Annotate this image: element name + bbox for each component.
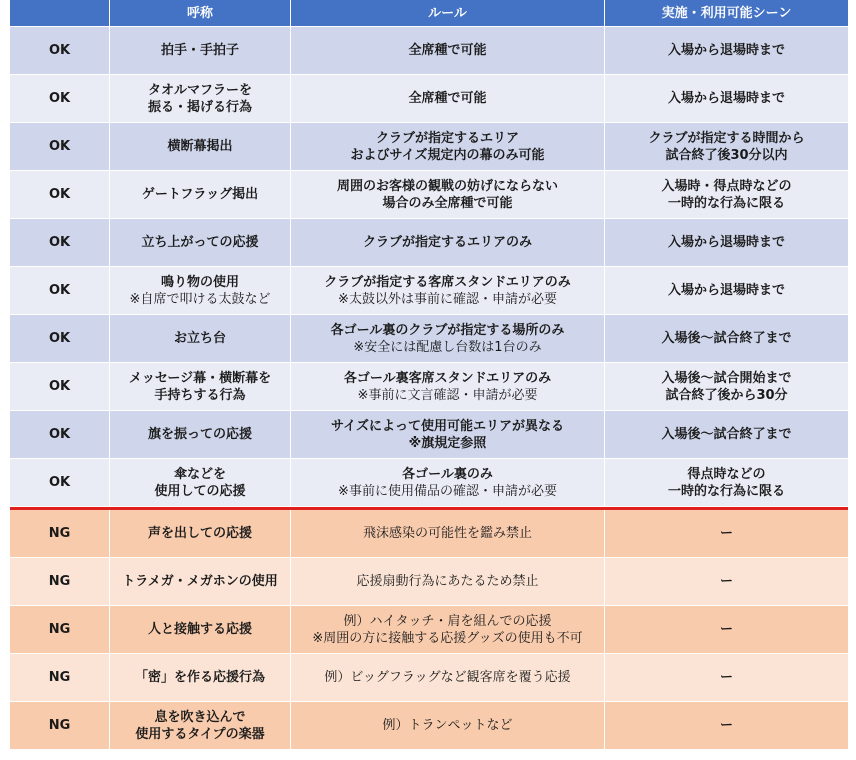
rule-text: 周囲のお客様の観戦の妨げにならない 場合のみ全席種で可能 bbox=[336, 178, 558, 211]
table-row bbox=[10, 606, 848, 654]
name-cell bbox=[110, 315, 291, 362]
status-cell: OK bbox=[10, 459, 110, 506]
rule-cell bbox=[291, 315, 605, 362]
status-cell: OK bbox=[10, 411, 110, 458]
ok-section bbox=[10, 27, 848, 507]
header-status bbox=[10, 0, 110, 26]
table-row bbox=[10, 123, 848, 171]
table-row bbox=[10, 558, 848, 606]
rule-text: 各ゴール裏客席スタンドエリアのみ bbox=[343, 370, 552, 386]
status-cell: OK bbox=[10, 363, 110, 410]
name-cell: トラメガ・メガホンの使用 bbox=[110, 558, 291, 605]
header-rule: ルール bbox=[291, 0, 605, 26]
rule-text: 全席種で可能 bbox=[408, 91, 487, 106]
status-cell: OK bbox=[10, 219, 110, 266]
header-name: 呼称 bbox=[110, 0, 291, 26]
rule-cell bbox=[291, 411, 605, 458]
rule-cell: 飛沫感染の可能性を鑑み禁止 bbox=[291, 510, 605, 557]
name-text: タオルマフラーを 振る・掲げる行為 bbox=[147, 82, 252, 115]
scene-cell: 入場から退場時まで bbox=[667, 235, 785, 250]
rule-cell: 例）ビッグフラッグなど観客席を覆う応援 bbox=[291, 654, 605, 701]
name-text: 立ち上がっての応援 bbox=[141, 235, 259, 250]
name-text: 旗を振っての応援 bbox=[147, 427, 252, 442]
rule-note: ※事前に使用備品の確認・申請が必要 bbox=[338, 483, 557, 499]
name-cell bbox=[110, 171, 291, 218]
status-cell: NG bbox=[10, 702, 110, 749]
scene-cell: 入場時・得点時などの 一時的な行為に限る bbox=[661, 178, 792, 211]
name-text: 横断幕掲出 bbox=[167, 139, 233, 154]
name-cell: 「密」を作る応援行為 bbox=[110, 654, 291, 701]
table-row bbox=[10, 27, 848, 75]
rules-table bbox=[10, 0, 848, 750]
rule-text: 各ゴール裏のみ bbox=[402, 466, 493, 482]
ng-section bbox=[10, 510, 848, 750]
name-text: お立ち台 bbox=[173, 331, 226, 346]
name-text: 鳴り物の使用 bbox=[160, 274, 239, 290]
header-scene: 実施・利用可能シーン bbox=[661, 5, 792, 21]
rule-cell bbox=[291, 363, 605, 410]
rule-cell bbox=[291, 123, 605, 170]
status-cell: OK bbox=[10, 27, 110, 74]
status-cell: NG bbox=[10, 558, 110, 605]
scene-cell: 入場後～試合終了まで bbox=[661, 427, 792, 442]
scene-cell: 得点時などの 一時的な行為に限る bbox=[667, 466, 785, 499]
table-row bbox=[10, 75, 848, 123]
table-row bbox=[10, 267, 848, 315]
name-cell: 人と接触する応援 bbox=[110, 606, 291, 653]
name-cell bbox=[110, 27, 291, 74]
rule-text: クラブが指定する客席スタンドエリアのみ bbox=[324, 274, 571, 290]
name-cell bbox=[110, 219, 291, 266]
status-cell: NG bbox=[10, 510, 110, 557]
scene-cell: ー bbox=[719, 526, 733, 541]
status-cell: NG bbox=[10, 654, 110, 701]
rule-cell: 例）トランペットなど bbox=[291, 702, 605, 749]
scene-cell: ー bbox=[719, 574, 733, 589]
table-row bbox=[10, 510, 848, 558]
status-cell: NG bbox=[10, 606, 110, 653]
scene-cell: 入場から退場時まで bbox=[667, 43, 785, 58]
name-text: ゲートフラッグ掲出 bbox=[141, 187, 259, 202]
name-text: メッセージ幕・横断幕を 手持ちする行為 bbox=[128, 370, 272, 403]
rule-cell bbox=[291, 219, 605, 266]
name-cell bbox=[110, 123, 291, 170]
rule-cell bbox=[291, 267, 605, 314]
table-row bbox=[10, 654, 848, 702]
scene-cell: 入場から退場時まで bbox=[667, 283, 785, 298]
status-cell: OK bbox=[10, 315, 110, 362]
scene-cell: ー bbox=[719, 718, 733, 733]
name-cell bbox=[110, 411, 291, 458]
rule-note: ※事前に文言確認・申請が必要 bbox=[357, 387, 538, 403]
name-cell bbox=[110, 459, 291, 506]
table-row bbox=[10, 171, 848, 219]
rule-cell: 応援扇動行為にあたるため禁止 bbox=[291, 558, 605, 605]
rule-text: クラブが指定するエリア およびサイズ規定内の幕のみ可能 bbox=[350, 130, 545, 163]
scene-cell: クラブが指定する時間から 試合終了後30分以内 bbox=[648, 130, 805, 163]
rule-text: クラブが指定するエリアのみ bbox=[362, 235, 532, 250]
name-text: 拍手・手拍子 bbox=[160, 43, 239, 58]
rule-cell bbox=[291, 171, 605, 218]
rule-cell bbox=[291, 27, 605, 74]
scene-cell: 入場後～試合開始まで 試合終了後から30分 bbox=[661, 370, 792, 403]
scene-cell: 入場後～試合終了まで bbox=[661, 331, 792, 346]
table-row bbox=[10, 315, 848, 363]
status-cell: OK bbox=[10, 75, 110, 122]
name-note: ※自席で叩ける太鼓など bbox=[129, 291, 271, 307]
rule-text: 全席種で可能 bbox=[408, 43, 487, 58]
table-row bbox=[10, 459, 848, 507]
name-cell bbox=[110, 75, 291, 122]
name-text: 傘などを 使用しての応援 bbox=[154, 466, 246, 499]
status-cell: OK bbox=[10, 267, 110, 314]
name-cell: 声を出しての応援 bbox=[110, 510, 291, 557]
rule-text: 各ゴール裏のクラブが指定する場所のみ bbox=[330, 322, 565, 338]
table-row bbox=[10, 411, 848, 459]
status-cell: OK bbox=[10, 123, 110, 170]
status-cell: OK bbox=[10, 171, 110, 218]
rule-cell bbox=[291, 459, 605, 506]
scene-cell: ー bbox=[719, 622, 733, 637]
rule-cell: 例）ハイタッチ・肩を組んでの応援 ※周囲の方に接触する応援グッズの使用も不可 bbox=[291, 606, 605, 653]
rule-note: ※安全には配慮し台数は1台のみ bbox=[353, 339, 542, 355]
rule-cell bbox=[291, 75, 605, 122]
table-header bbox=[10, 0, 848, 27]
name-cell: 息を吹き込んで 使用するタイプの楽器 bbox=[110, 702, 291, 749]
scene-cell: ー bbox=[719, 670, 733, 685]
rule-text: サイズによって使用可能エリアが異なる ※旗規定参照 bbox=[331, 418, 564, 451]
name-cell bbox=[110, 267, 291, 314]
table-row bbox=[10, 219, 848, 267]
rule-note: ※太鼓以外は事前に確認・申請が必要 bbox=[338, 291, 557, 307]
table-row bbox=[10, 363, 848, 411]
name-cell bbox=[110, 363, 291, 410]
scene-cell: 入場から退場時まで bbox=[667, 91, 785, 106]
table-row bbox=[10, 702, 848, 750]
